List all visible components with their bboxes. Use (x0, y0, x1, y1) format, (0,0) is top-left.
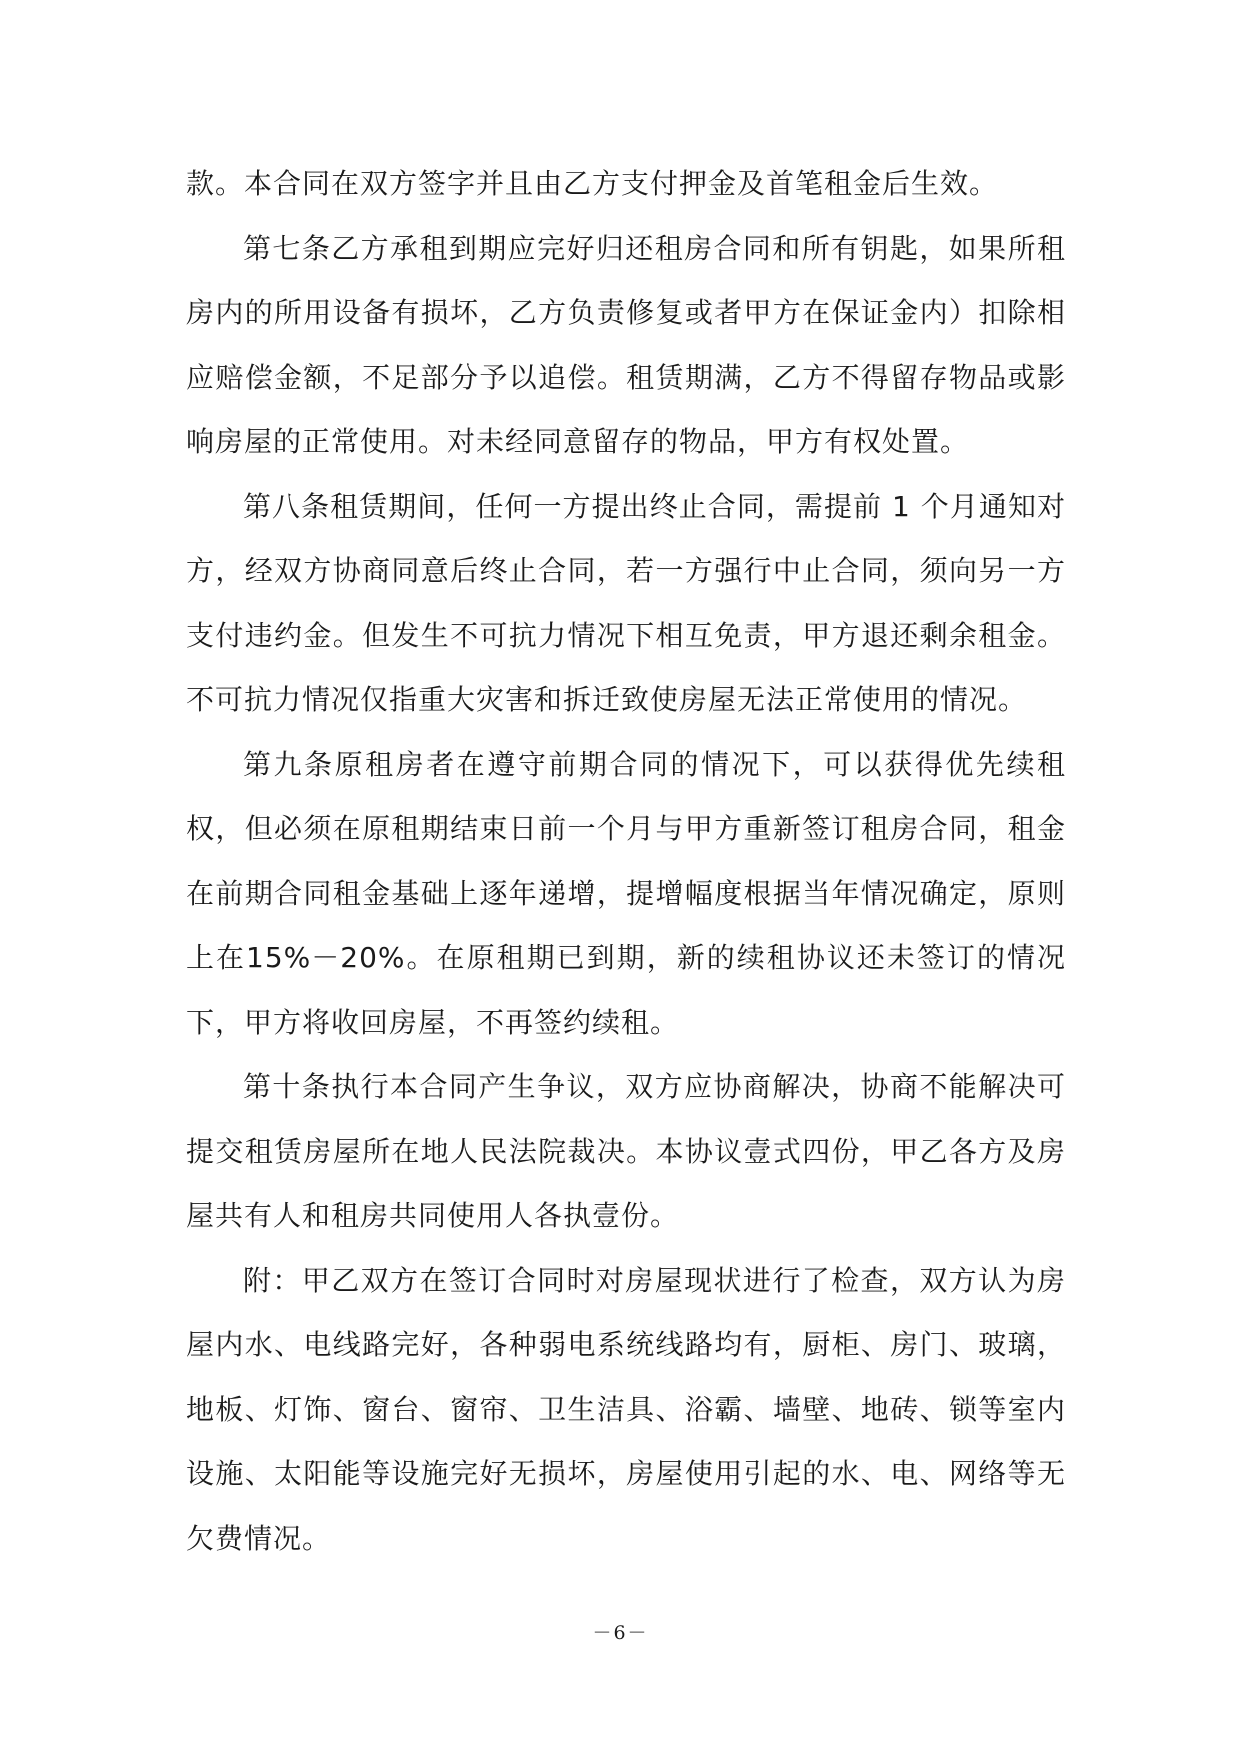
paragraph-continuation: 款。本合同在双方签字并且由乙方支付押金及首笔租金后生效。 (186, 167, 999, 200)
paragraph-article-9: 第九条原租房者在遵守前期合同的情况下，可以获得优先续租权，但必须在原租期结束日前一个月与甲方重新签订租房合同，租金在前期合同租金基础上逐年递增，提增幅度根据当年情况确定，原则上在15%－20%。在原租期已到期，新的续租协议还未签订的情况下，甲方将收回房屋，不再签约续租。 (186, 747, 1066, 1039)
paragraph-appendix: 附：甲乙双方在签订合同时对房屋现状进行了检查，双方认为房屋内水、电线路完好，各种弱电系统线路均有，厨柜、房门、玻璃，地板、灯饰、窗台、窗帘、卫生洁具、浴霸、墙壁、地砖、锁等室内设施、太阳能等设施完好无损坏，房屋使用引起的水、电、网络等无欠费情况。 (186, 1263, 1066, 1555)
paragraph-article-7: 第七条乙方承租到期应完好归还租房合同和所有钥匙，如果所租房内的所用设备有损坏，乙方负责修复或者甲方在保证金内）扣除相应赔偿金额，不足部分予以追偿。租赁期满，乙方不得留存物品或影响房屋的正常使用。对未经同意留存的物品，甲方有权处置。 (186, 231, 1066, 458)
document-body (186, 152, 1066, 1571)
paragraph-article-10: 第十条执行本合同产生争议，双方应协商解决，协商不能解决可提交租赁房屋所在地人民法院裁决。本协议壹式四份，甲乙各方及房屋共有人和租房共同使用人各执壹份。 (186, 1070, 1066, 1232)
page-number: －6－ (592, 1622, 649, 1644)
paragraph-article-8: 第八条租赁期间，任何一方提出终止合同，需提前 1 个月通知对方，经双方协商同意后终止合同，若一方强行中止合同，须向另一方支付违约金。但发生不可抗力情况下相互免责，甲方退还剩余租金。不可抗力情况仅指重大灾害和拆迁致使房屋无法正常使用的情况。 (186, 489, 1066, 716)
